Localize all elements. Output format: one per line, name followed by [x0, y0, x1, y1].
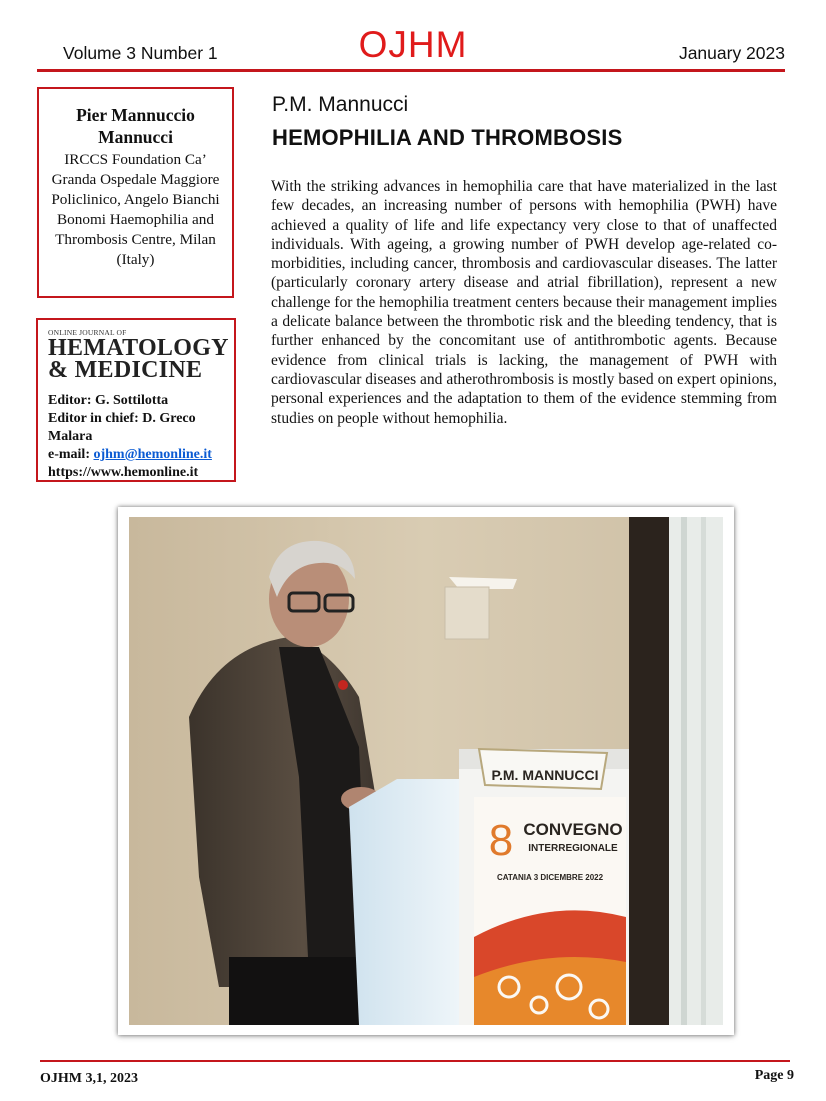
footer-divider — [40, 1060, 790, 1062]
header-divider — [37, 69, 785, 72]
volume-label: Volume 3 Number 1 — [63, 43, 218, 63]
photo-illustration — [129, 517, 723, 1025]
author-name: Pier Mannuccio Mannucci — [76, 105, 195, 147]
email-label: e-mail: — [48, 447, 90, 462]
editor-in-chief-line: Editor in chief: D. Greco — [48, 411, 196, 426]
editor-line: Editor: G. Sottilotta — [48, 393, 169, 408]
logo-line-1: HEMATOLOGY — [48, 335, 229, 361]
editor-in-chief-line-2: Malara — [48, 429, 93, 444]
email-link[interactable]: ojhm@hemonline.it — [93, 447, 212, 462]
journal-title: OJHM — [358, 24, 468, 65]
page-number: Page 9 — [754, 1068, 794, 1083]
email-line — [48, 446, 234, 464]
website-line: https://www.hemonline.it — [48, 465, 199, 480]
footer-citation: OJHM 3,1, 2023 — [40, 1071, 138, 1086]
journal-info-box — [36, 318, 236, 482]
article-abstract: With the striking advances in hemophilia care that have materialized in the last few decades, an increasing number of persons with hemophilia (PWH) have achieved a quality of life and life expectancy very close to that of unaffected individuals. With ageing, a growing number of PWH develop age-related co-morbidities, including cancer, thrombosis and cardiovascular diseases. The latter (particularly coronary artery disease and atrial fibrillation), represent a new challenge for the hemophilia treatment centers because their management implies a delicate balance between the thrombotic risk and the bleeding tendency, that is further enhanced by the concomitant use of antithrombotic agents. Because evidence from clinical trials is lacking, the management of PWH with cardiovascular diseases and atherothrombosis is mostly based on expert opinions, personal experiences and the adaptation to them of the evidence stemming from studies on people without hemophilia. — [271, 178, 777, 427]
logo-line-2: & MEDICINE — [48, 357, 203, 383]
conference-photo — [118, 507, 734, 1035]
article-title: HEMOPHILIA AND THROMBOSIS — [272, 125, 623, 150]
journal-logo — [48, 328, 228, 384]
name-sign: P.M. MANNUCCI — [491, 767, 599, 783]
article-author: P.M. Mannucci — [272, 93, 409, 116]
journal-editor-info — [48, 392, 234, 482]
banner-line-2: INTERREGIONALE — [528, 843, 618, 854]
logo-small-text: ONLINE JOURNAL OF — [48, 328, 127, 337]
issue-date: January 2023 — [678, 43, 785, 63]
banner-place: CATANIA 3 DICEMBRE 2022 — [496, 873, 604, 882]
author-info-box — [37, 87, 234, 298]
author-affiliation: IRCCS Foundation Ca’ Granda Ospedale Maggiore Policlinico, Angelo Bianchi Bonomi Haemophilia and Thrombosis Centre, Milan (Italy) — [51, 151, 220, 268]
banner-line-1: CONVEGNO — [523, 820, 623, 839]
banner-number: 8 — [488, 816, 514, 865]
